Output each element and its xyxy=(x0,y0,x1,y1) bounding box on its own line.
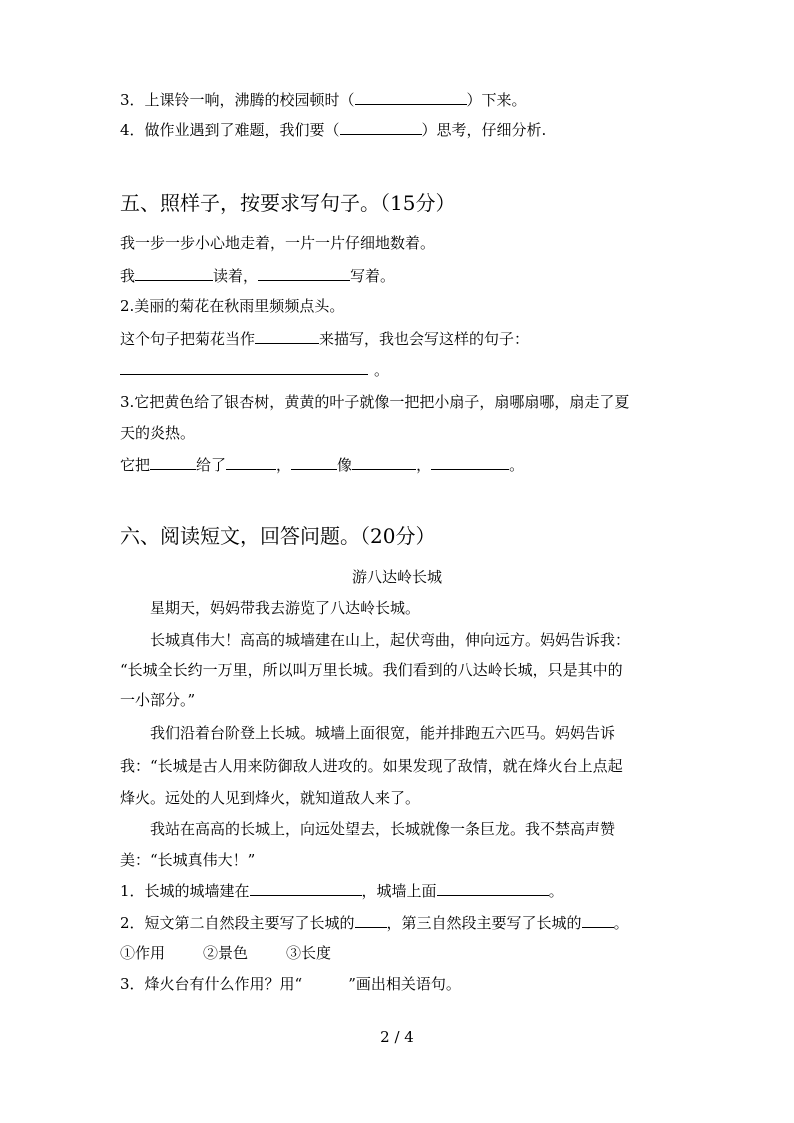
answer-blank[interactable] xyxy=(150,455,196,470)
passage-paragraph-3-line-3: 烽火。远处的人见到烽火，就知道敌人来了。 xyxy=(120,789,421,807)
answer-blank[interactable] xyxy=(437,881,549,896)
answer-blank[interactable] xyxy=(431,455,509,470)
page-number: 2 / 4 xyxy=(380,1028,414,1046)
answer-blank[interactable] xyxy=(352,455,416,470)
option-2[interactable]: ②景色 xyxy=(203,944,249,962)
item-text: 它把 xyxy=(120,456,151,474)
answer-blank[interactable] xyxy=(226,455,276,470)
item-text: 2．短文第二自然段主要写了长城的 xyxy=(120,914,355,932)
item-text: 这个句子把菊花当作 xyxy=(120,330,256,348)
item-text: 写着。 xyxy=(350,267,396,285)
answer-blank[interactable] xyxy=(340,120,422,135)
answer-blank[interactable] xyxy=(250,881,362,896)
section-5-title: 五、照样子，按要求写句子。（15分） xyxy=(120,191,456,215)
answer-blank[interactable] xyxy=(355,913,387,928)
reading-question-2 xyxy=(120,913,629,933)
item-3-fill xyxy=(120,455,524,475)
item-text: 。 xyxy=(509,456,525,474)
question-item-3 xyxy=(120,90,527,110)
item-2-answer-line xyxy=(120,360,389,380)
reading-question-1 xyxy=(120,881,564,901)
section-6-title: 六、阅读短文，回答问题。（20分） xyxy=(120,524,436,548)
item-3-line-2: 天的炎热。 xyxy=(120,424,196,442)
item-text: 来描写，我也会写这样的句子： xyxy=(319,330,530,348)
item-text: ， xyxy=(276,456,292,474)
answer-blank[interactable] xyxy=(255,329,319,344)
item-3-line-1: 3.它把黄色给了银杏树，黄黄的叶子就像一把把小扇子，扇哪扇哪，扇走了夏 xyxy=(120,393,630,411)
item-text: 3．烽火台有什么作用？用“ xyxy=(120,975,303,993)
item-text: 。 xyxy=(548,882,564,900)
item-text: 给了 xyxy=(196,456,227,474)
answer-blank[interactable] xyxy=(291,455,337,470)
option-1[interactable]: ①作用 xyxy=(120,944,166,962)
answer-blank[interactable] xyxy=(135,266,213,281)
item-text: ， xyxy=(416,456,432,474)
item-text: ，第三自然段主要写了长城的 xyxy=(386,914,582,932)
answer-blank[interactable] xyxy=(355,90,467,105)
item-text: 。 xyxy=(613,914,629,932)
item-text: 1．长城的城墙建在 xyxy=(120,882,250,900)
item-text: 读着， xyxy=(213,267,259,285)
item-text: ”画出相关语句。 xyxy=(348,975,461,993)
item-2-question xyxy=(120,329,529,349)
passage-paragraph-4-line-2: 美：“长城真伟大！” xyxy=(120,851,256,869)
passage-paragraph-4-line-1: 我站在高高的长城上，向远处望去，长城就像一条巨龙。我不禁高声赞 xyxy=(150,820,616,838)
item-text: ）思考，仔细分析. xyxy=(421,121,547,139)
item-text: 。 xyxy=(374,361,390,379)
reading-question-2-options xyxy=(120,943,331,963)
answer-blank[interactable] xyxy=(582,913,614,928)
passage-paragraph-3-line-2: 我：“长城是古人用来防御敌人进攻的。如果发现了敌情，就在烽火台上点起 xyxy=(120,757,623,775)
item-2-sentence: 2.美丽的菊花在秋雨里频频点头。 xyxy=(120,297,345,315)
passage-paragraph-1: 星期天，妈妈带我去游览了八达岭长城。 xyxy=(150,599,421,617)
reading-question-3 xyxy=(120,974,461,994)
item-text: 4．做作业遇到了难题，我们要（ xyxy=(120,121,340,139)
passage-paragraph-2-line-2: “长城全长约一万里，所以叫万里长城。我们看到的八达岭长城，只是其中的 xyxy=(120,661,623,679)
item-text: ）下来。 xyxy=(466,91,527,109)
item-text: 像 xyxy=(337,456,353,474)
answer-blank[interactable] xyxy=(120,360,368,375)
example-sentence: 我一步一步小心地走着，一片一片仔细地数着。 xyxy=(120,234,436,252)
item-text: 我 xyxy=(120,267,136,285)
item-text: 3．上课铃一响，沸腾的校园顿时（ xyxy=(120,91,355,109)
passage-paragraph-2-line-1: 长城真伟大！高高的城墙建在山上，起伏弯曲，伸向远方。妈妈告诉我： xyxy=(150,631,631,649)
passage-paragraph-2-line-3: 一小部分。” xyxy=(120,691,196,709)
question-item-4 xyxy=(120,120,546,140)
passage-title: 游八达岭长城 xyxy=(351,568,442,586)
fill-sentence-1 xyxy=(120,266,395,286)
item-text: ，城墙上面 xyxy=(361,882,437,900)
passage-paragraph-3-line-1: 我们沿着台阶登上长城。城墙上面很宽，能并排跑五六匹马。妈妈告诉 xyxy=(150,724,616,742)
answer-blank[interactable] xyxy=(258,266,350,281)
option-3[interactable]: ③长度 xyxy=(286,944,332,962)
